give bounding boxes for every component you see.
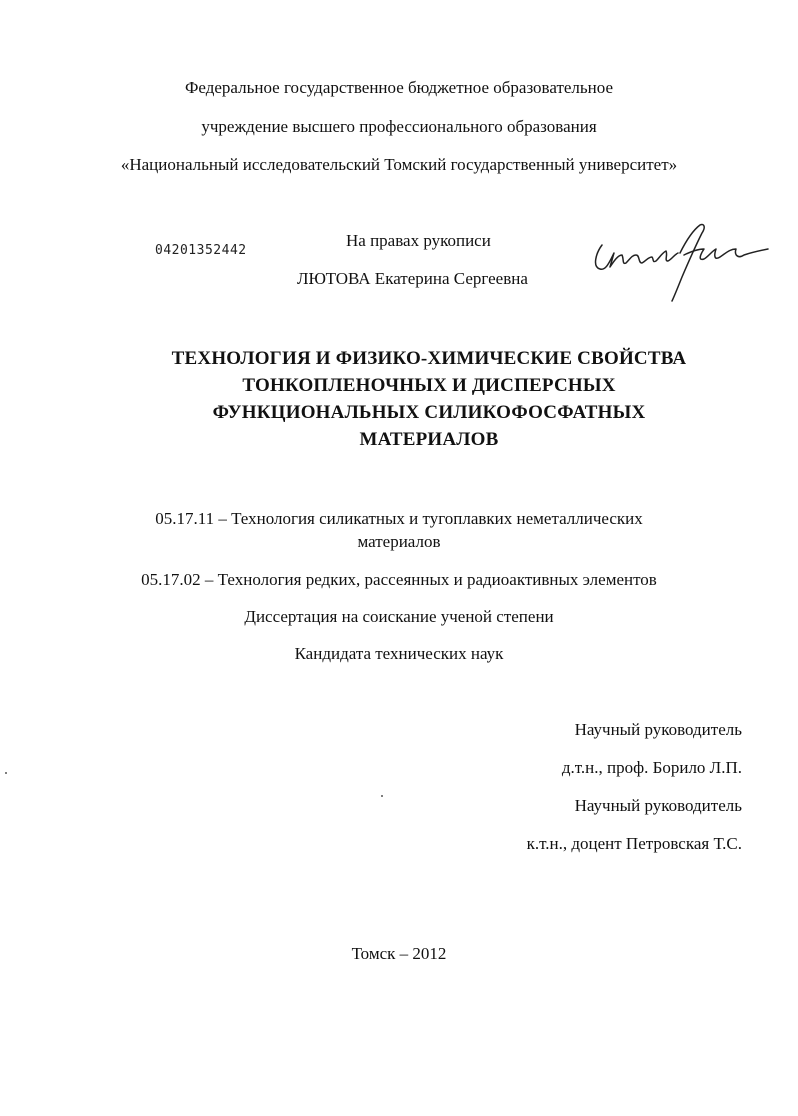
thesis-title-line-4: МАТЕРИАЛОВ bbox=[359, 429, 499, 450]
specialty-1-line-2: материалов bbox=[357, 532, 441, 551]
specialty-1-line-1: 05.17.11 – Технология силикатных и тугоплавких неметаллических bbox=[155, 509, 643, 528]
supervisor-name-2: к.т.н., доцент Петровская Т.С. bbox=[526, 834, 742, 853]
thesis-title-line-2: ТОНКОПЛЕНОЧНЫХ И ДИСПЕРСНЫХ bbox=[242, 375, 616, 396]
city-year: Томск – 2012 bbox=[351, 944, 447, 963]
supervisor-label-2: Научный руководитель bbox=[574, 796, 742, 815]
scan-speck bbox=[381, 795, 383, 797]
institution-line-1: Федеральное государственное бюджетное образовательное bbox=[184, 78, 614, 97]
institution-line-3: «Национальный исследовательский Томский государственный университет» bbox=[120, 155, 678, 174]
manuscript-rights: На правах рукописи bbox=[346, 231, 491, 250]
degree-line-1: Диссертация на соискание ученой степени bbox=[244, 607, 554, 626]
supervisor-label-1: Научный руководитель bbox=[574, 720, 742, 739]
degree-line-2: Кандидата технических наук bbox=[294, 644, 504, 663]
author-signature bbox=[588, 215, 773, 305]
document-code: 04201352442 bbox=[155, 243, 247, 258]
institution-line-2: учреждение высшего профессионального образования bbox=[201, 117, 597, 136]
author-name: ЛЮТОВА Екатерина Сергеевна bbox=[297, 269, 528, 288]
supervisor-name-1: д.т.н., проф. Борило Л.П. bbox=[561, 758, 742, 777]
thesis-title-line-1: ТЕХНОЛОГИЯ И ФИЗИКО-ХИМИЧЕСКИЕ СВОЙСТВА bbox=[171, 348, 687, 369]
scan-speck bbox=[5, 772, 7, 774]
specialty-2: 05.17.02 – Технология редких, рассеянных и радиоактивных элементов bbox=[141, 570, 657, 589]
thesis-title-line-3: ФУНКЦИОНАЛЬНЫХ СИЛИКОФОСФАТНЫХ bbox=[212, 402, 646, 423]
